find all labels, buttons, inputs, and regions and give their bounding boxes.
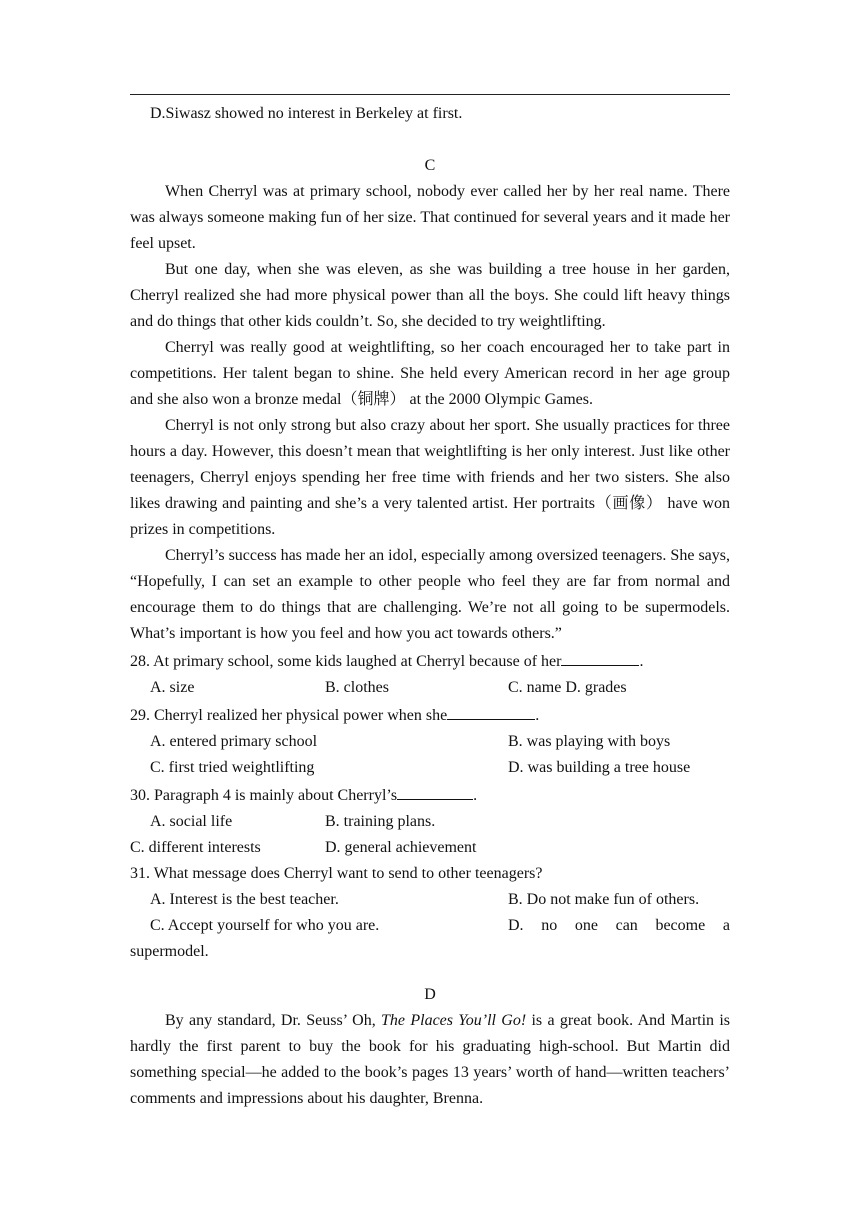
section-d-title: D — [424, 986, 436, 1003]
option-d-word: no — [541, 917, 558, 934]
option-d-word: one — [574, 917, 598, 934]
paragraph-1: When Cherryl was at primary school, nobody ever called her by her real name. There was always someone making fun of her size. That continued for several years and it made her feel upset. — [130, 183, 730, 252]
question-end: . — [639, 653, 644, 670]
previous-option-d — [130, 101, 730, 127]
option-d — [508, 913, 730, 939]
question-end: . — [473, 787, 478, 804]
option-d-text: D.Siwasz showed no interest in Berkeley at first. — [150, 105, 463, 122]
question-28-options — [130, 675, 730, 701]
question-29-options-cd — [130, 755, 730, 781]
answer-blank — [397, 781, 473, 800]
option-b: B. training plans. — [325, 813, 436, 830]
option-d: D. was building a tree house — [508, 759, 691, 776]
option-a: A. size — [150, 679, 195, 696]
paragraph-3: Cherryl was really good at weightlifting, so her coach encouraged her to take part in competitions. Her talent began to shine. She held every American record in her age group and she also won a bronze medal（铜牌） at the 2000 Olympic Games. — [130, 339, 730, 408]
paragraph-5: Cherryl’s success has made her an idol, especially among oversized teenagers. She says, “Hopefully, I can set an example to other people who feel they are far from normal and encourage them to do things that are challenging. We’re not all going to be supermodels. What’s important is how you feel and how you act towards others.” — [130, 547, 730, 642]
option-d-word: a — [722, 917, 730, 934]
question-30-stem: 30. Paragraph 4 is mainly about Cherryl’s — [130, 787, 398, 804]
option-c: C. Accept yourself for who you are. — [150, 917, 380, 934]
question-31-options-ab — [130, 887, 730, 913]
text-run: is a great book. And Martin is hardly the first parent to buy the book for his graduating high-school. But Martin did something special—he added to the book’s pages 13 years’ worth of hand—written teachers’ comments and impressions about his daughter, Brenna. — [130, 1012, 731, 1107]
paragraph-4: Cherryl is not only strong but also crazy about her sport. She usually practices for three hours a day. However, this doesn’t mean that weightlifting is her only interest. Just like other teenagers, Cherryl enjoys spending her free time with friends and her two sisters. She also likes drawing and painting and she’s a very talented artist. Her portraits（画像） have won prizes in competitions. — [130, 417, 730, 538]
question-29-stem: 29. Cherryl realized her physical power when she — [130, 707, 448, 724]
section-d-passage — [130, 1008, 730, 1112]
option-b: B. clothes — [325, 679, 389, 696]
section-c-passage — [130, 179, 730, 965]
option-d: D. general achievement — [325, 839, 477, 856]
answer-blank — [561, 647, 639, 666]
answer-blank — [447, 701, 535, 720]
option-c: C. different interests — [130, 839, 261, 856]
paragraph-1 — [130, 1008, 730, 1112]
paragraph-2: But one day, when she was eleven, as she was building a tree house in her garden, Cherryl realized she had more physical power than all the boys. She could lift heavy things and do things that other kids couldn’t. So, she decided to try weightlifting. — [130, 261, 730, 330]
question-29-options-ab — [130, 729, 730, 755]
question-31-options-cd — [130, 913, 730, 939]
option-b: B. Do not make fun of others. — [508, 891, 700, 908]
option-c-d: C. name D. grades — [508, 679, 627, 696]
header-rule — [130, 94, 730, 95]
question-30-options-cd — [130, 835, 730, 861]
question-28 — [130, 647, 730, 675]
question-28-stem: 28. At primary school, some kids laughed at Cherryl because of her — [130, 653, 562, 670]
question-end: . — [535, 707, 540, 724]
option-d-word: D. — [508, 917, 524, 934]
option-a: A. Interest is the best teacher. — [150, 891, 339, 908]
option-d-word: become — [655, 917, 706, 934]
text-run: By any standard, Dr. Seuss’ Oh, — [165, 1012, 382, 1029]
section-c-title: C — [424, 157, 436, 174]
question-31: 31. What message does Cherryl want to send to other teenagers? — [130, 865, 543, 882]
option-a: A. social life — [150, 813, 233, 830]
option-c: C. first tried weightlifting — [150, 759, 315, 776]
option-d-word: can — [615, 917, 638, 934]
question-29 — [130, 701, 730, 729]
book-title: The Places You’ll Go! — [381, 1012, 527, 1029]
option-b: B. was playing with boys — [508, 733, 671, 750]
question-30 — [130, 781, 730, 809]
option-d-continued: supermodel. — [130, 943, 209, 960]
option-a: A. entered primary school — [150, 733, 318, 750]
question-30-options-ab — [130, 809, 730, 835]
